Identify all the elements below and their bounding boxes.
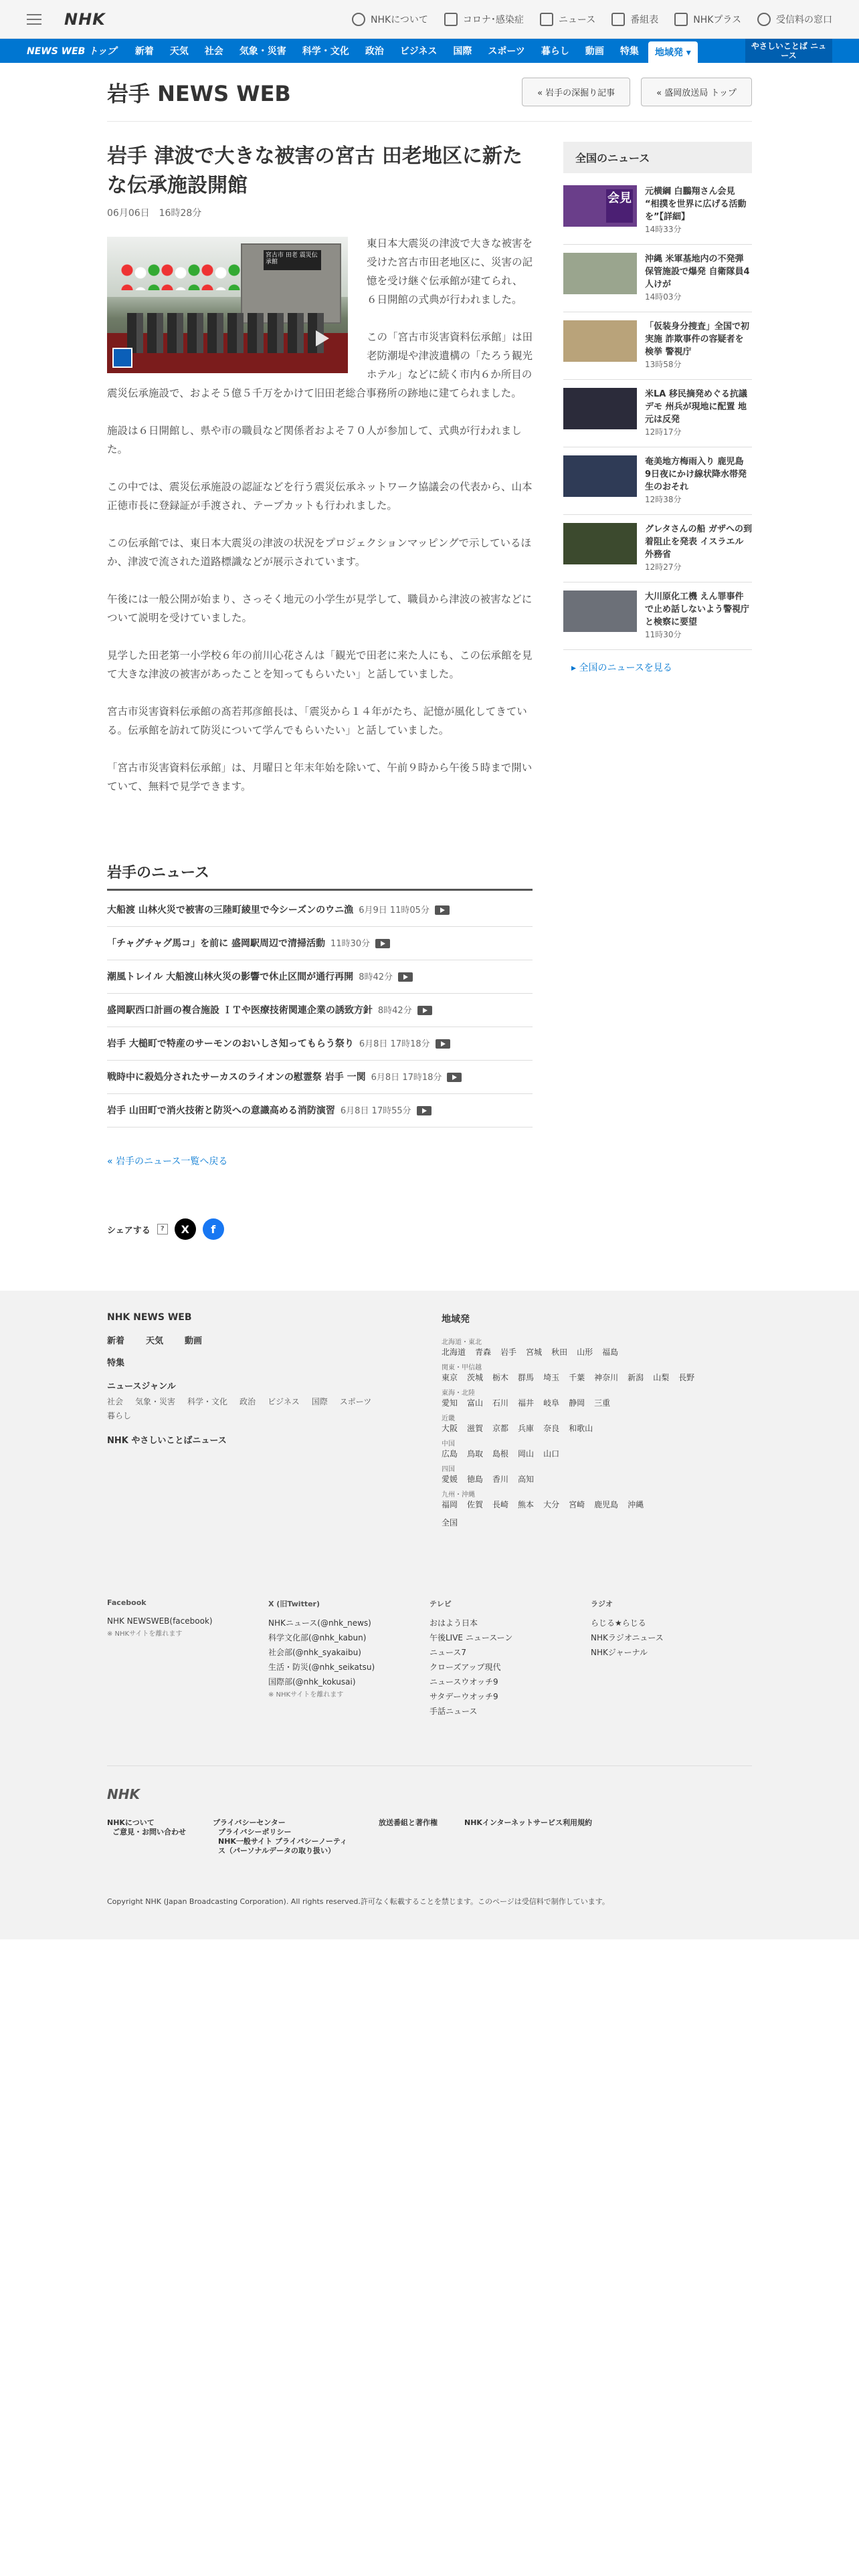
play-icon[interactable]: [316, 330, 329, 346]
footer-bottom-link[interactable]: NHKについて: [107, 1818, 155, 1827]
sidebar-news-time: 11時30分: [645, 630, 682, 639]
main-column: [107, 142, 533, 1253]
video-icon: [375, 939, 390, 948]
nav-yasashii-news[interactable]: やさしいことば ニュース: [745, 39, 832, 63]
prefecture-link[interactable]: 京都: [492, 1424, 509, 1433]
prefecture-link[interactable]: 北海道: [442, 1348, 466, 1357]
sidebar-news-title: グレタさんの船 ガザへの到着阻止を発表 イスラエル外務省: [645, 524, 753, 560]
region-name: 四国: [442, 1466, 455, 1473]
nav-item-international[interactable]: 国際: [453, 46, 472, 57]
news-thumbnail: [563, 388, 637, 429]
news-title: 岩手 山田町で消火技術と防災への意識高める消防演習: [107, 1105, 335, 1116]
all-national-news-link[interactable]: ▸ 全国のニュースを見る: [571, 663, 672, 673]
nav-item-science[interactable]: 科学・文化: [302, 46, 349, 57]
prefecture-link[interactable]: 千葉: [569, 1373, 585, 1382]
article-paragraph: 午後には一般公開が始まり、さっそく地元の小学生が見学して、職員から津波の被害などについて説明を受けていました。: [107, 593, 533, 624]
region-name: 北海道・東北: [442, 1339, 482, 1346]
footer-genre-heading: ニュースジャンル: [107, 1382, 176, 1392]
news-thumbnail: [563, 320, 637, 362]
sidebar-news-item[interactable]: [563, 312, 752, 380]
prefecture-link[interactable]: 岩手: [500, 1348, 517, 1357]
footer-genre-link[interactable]: 科学・文化: [187, 1397, 228, 1406]
nav-item-society[interactable]: 社会: [204, 46, 223, 57]
news-title: 「チャグチャグ馬コ」を前に 盛岡駅周辺で清掃活動: [107, 938, 326, 949]
sidebar-news-time: 12時27分: [645, 562, 682, 572]
news-icon: [540, 13, 553, 26]
sidebar-news-title: 元横綱 白鵬翔さん会見 “相撲を世界に広げる活動を”【詳細】: [645, 187, 747, 222]
prefecture-link[interactable]: 広島: [442, 1449, 458, 1459]
prefecture-link[interactable]: 愛媛: [442, 1475, 458, 1484]
sidebar-news-title: 「仮装身分捜査」全国で初実施 詐欺事件の容疑者を検挙 警視庁: [645, 322, 750, 357]
about-icon: [352, 13, 365, 26]
prefecture-link[interactable]: 山形: [577, 1348, 593, 1357]
news-date: 8時42分: [377, 1006, 412, 1016]
toplink-label: NHKプラス: [693, 15, 741, 25]
sidebar-news-title: 奄美地方梅雨入り 鹿児島 9日夜にかけ線状降水帯発生のおそれ: [645, 457, 747, 492]
prefecture-link[interactable]: 新潟: [628, 1373, 644, 1382]
sidebar-news-item[interactable]: [563, 582, 752, 650]
virus-icon: [444, 13, 458, 26]
nav-item-feature[interactable]: 特集: [619, 46, 639, 57]
sidebar-heading: 全国のニュース: [563, 142, 752, 173]
news-date: 6月8日 17時18分: [371, 1073, 442, 1083]
external-site-note: ※ NHKサイトを離れます: [107, 1630, 183, 1638]
building-sign: 宮古市 田老 震災伝承館: [264, 250, 321, 270]
toplink-label: NHKについて: [371, 15, 428, 25]
footer-genre-link[interactable]: 暮らし: [107, 1411, 132, 1420]
prefecture-link[interactable]: 山口: [543, 1449, 560, 1459]
footer-column-heading: テレビ: [430, 1600, 452, 1608]
prefecture-link[interactable]: 愛知: [442, 1398, 458, 1408]
news-thumbnail: [563, 591, 637, 632]
sidebar-news-time: 13時58分: [645, 360, 682, 369]
toplink-label: ニュース: [558, 15, 596, 25]
prefecture-link[interactable]: 宮崎: [569, 1500, 585, 1509]
plus-icon: [674, 13, 688, 26]
footer-genres: [107, 1396, 401, 1421]
nav-item-life[interactable]: 暮らし: [541, 46, 569, 57]
copyright: Copyright NHK (Japan Broadcasting Corporation). All rights reserved.許可なく転載することを禁じます。このページは受信料で制作しています。: [107, 1897, 609, 1906]
sidebar-news-list: [563, 177, 752, 650]
footer-bottom-link[interactable]: NHKインターネットサービス利用規約: [464, 1818, 592, 1827]
footer-link-column: [591, 1598, 752, 1719]
prefecture-link[interactable]: 福島: [602, 1348, 619, 1357]
list-item[interactable]: [107, 927, 533, 960]
sidebar-news-item[interactable]: [563, 245, 752, 312]
local-buttons: [522, 78, 752, 106]
prefecture-link[interactable]: 和歌山: [569, 1424, 593, 1433]
footer-link[interactable]: 科学文化部(@nhk_kabun): [268, 1633, 367, 1642]
top-bar: [0, 0, 859, 39]
prefecture-link[interactable]: 長崎: [492, 1500, 509, 1509]
footer-link[interactable]: クローズアップ現代: [430, 1662, 501, 1672]
article-paragraph: 東日本大震災の津波で大きな被害を受けた宮古市田老地区に、災害の記憶を受け継ぐ伝承館が建てられ、６日開館の式典が行われました。: [367, 237, 533, 306]
prefecture-link[interactable]: 鳥取: [467, 1449, 484, 1459]
news-title: 潮風トレイル 大船渡山林火災の影響で休止区間が通行再開: [107, 972, 354, 982]
nav-item-new[interactable]: 新着: [134, 46, 154, 57]
article-paragraph: 宮古市災害資料伝承館の髙若邦彦館長は、「震災から１４年がたち、記憶が風化してきている。伝承館を訪れて防災について学んでもらいたい」と話していました。: [107, 706, 527, 736]
iwate-news-heading: 岩手のニュース: [107, 861, 533, 891]
footer-link[interactable]: サタデーウオッチ9: [430, 1692, 498, 1701]
toplink-news[interactable]: [540, 13, 595, 26]
nav-item-video[interactable]: 動画: [585, 46, 604, 57]
region-name: 九州・沖縄: [442, 1491, 475, 1499]
share-bar: [107, 1218, 533, 1240]
footer-link[interactable]: 手話ニュース: [430, 1707, 478, 1716]
list-item[interactable]: [107, 893, 533, 927]
prefecture-link[interactable]: 山梨: [653, 1373, 670, 1382]
nav-item-sports[interactable]: スポーツ: [488, 46, 525, 57]
prefecture-link[interactable]: 沖縄: [628, 1500, 644, 1509]
article-paragraph: この「宮古市災害資料伝承館」は田老防潮堤や津波遺構の「たろう観光ホテル」などに続く市内６か所目の震災伝承施設で、およそ５億５千万をかけて旧田老総合事務所の跡地に建てられました。: [107, 331, 533, 399]
sidebar-news-title: 大川原化工機 えん罪事件で止め話しないよう警視庁と検察に要望: [645, 592, 750, 627]
news-thumbnail: [563, 455, 637, 497]
footer-link[interactable]: 社会部(@nhk_syakaibu): [268, 1648, 361, 1657]
footer-nhk-logo[interactable]: NHK: [107, 1786, 140, 1802]
prefecture-link[interactable]: 高知: [518, 1475, 535, 1484]
sidebar-news-item[interactable]: [563, 447, 752, 515]
footer-genre-link[interactable]: 気象・災害: [135, 1397, 176, 1406]
nav-item-weather[interactable]: 天気: [169, 46, 189, 57]
news-date: 6月9日 11時05分: [359, 905, 430, 916]
facebook-share-button[interactable]: f: [203, 1218, 224, 1240]
prefecture-link[interactable]: 茨城: [467, 1373, 484, 1382]
news-thumbnail: [563, 185, 637, 227]
prefecture-link[interactable]: 秋田: [551, 1348, 568, 1357]
prefecture-link[interactable]: 長野: [678, 1373, 695, 1382]
toplink-fee[interactable]: [757, 13, 832, 26]
prefecture-link[interactable]: 徳島: [467, 1475, 484, 1484]
prefecture-link[interactable]: 佐賀: [467, 1500, 484, 1509]
video-icon: [436, 1039, 450, 1049]
morioka-station-top-button[interactable]: « 盛岡放送局 トップ: [641, 78, 752, 106]
footer-link[interactable]: おはよう日本: [430, 1618, 478, 1628]
footer-bottom-links: [107, 1817, 752, 1856]
footer-regional-heading: 地域発: [442, 1314, 470, 1325]
footer-column-heading: Facebook: [107, 1598, 147, 1607]
prefecture-link[interactable]: 奈良: [543, 1424, 560, 1433]
footer-genre-link[interactable]: スポーツ: [339, 1397, 372, 1406]
prefecture-link[interactable]: 鹿児島: [594, 1500, 619, 1509]
video-icon: [435, 905, 450, 915]
footer-genre-link[interactable]: ビジネス: [268, 1397, 300, 1406]
list-item[interactable]: [107, 1061, 533, 1094]
news-date: 6月8日 17時18分: [359, 1039, 430, 1049]
nav-item-politics[interactable]: 政治: [365, 46, 384, 57]
local-header: [107, 63, 752, 122]
footer-news-web-heading[interactable]: NHK NEWS WEB: [107, 1312, 192, 1323]
sidebar-news-item[interactable]: [563, 380, 752, 447]
article-paragraph: 施設は６日開館し、県や市の職員など関係者およそ７０人が参加して、式典が行われました。: [107, 425, 522, 455]
video-icon: [417, 1106, 432, 1115]
toplink-about[interactable]: [352, 13, 428, 26]
sidebar-news-item[interactable]: [563, 515, 752, 582]
footer-yasashii-link[interactable]: NHK やさしいことばニュース: [107, 1436, 227, 1446]
footer-sns: [107, 1598, 752, 1719]
footer-regions: [442, 1336, 752, 1510]
footer-link[interactable]: 生活・防災(@nhk_seikatsu): [268, 1662, 375, 1672]
footer-zenkoku-link[interactable]: 全国: [442, 1518, 458, 1527]
news-thumbnail: [563, 523, 637, 564]
prefecture-link[interactable]: 三重: [594, 1398, 611, 1408]
prefecture-link[interactable]: 福岡: [442, 1500, 458, 1509]
list-item[interactable]: [107, 1094, 533, 1128]
footer-link-column: [430, 1598, 591, 1719]
footer-link[interactable]: 午後LIVE ニュースーン: [430, 1633, 513, 1642]
news-title: 盛岡駅西口計画の複合施設 ＩＴや医療技術関連企業の誘致方針: [107, 1005, 373, 1016]
toplink-label: コロナ･感染症: [462, 15, 524, 25]
article-paragraph: 「宮古市災害資料伝承館」は、月曜日と年末年始を除いて、午前９時から午後５時まで開いていて、無料で見学できます。: [107, 762, 533, 792]
nav-item-business[interactable]: ビジネス: [399, 46, 438, 57]
iwate-deep-dive-button[interactable]: « 岩手の深掘り記事: [522, 78, 630, 106]
region-name: 中国: [442, 1440, 455, 1448]
sidebar-news-title: 米LA 移民摘発めぐる抗議デモ 州兵が現地に配置 地元は反発: [645, 389, 747, 425]
prefecture-link[interactable]: 滋賀: [467, 1424, 484, 1433]
nhk-logo[interactable]: NHK: [64, 9, 106, 29]
prefecture-link[interactable]: 埼玉: [543, 1373, 560, 1382]
footer-link[interactable]: ニュースウオッチ9: [430, 1677, 498, 1687]
nav-news-web-top[interactable]: NEWS WEB トップ: [27, 46, 116, 57]
footer-bottom: [0, 1765, 859, 1941]
prefecture-link[interactable]: 大阪: [442, 1424, 458, 1433]
toplink-label: 番組表: [630, 15, 659, 25]
news-date: 8時42分: [359, 972, 393, 982]
footer-column-heading: X (旧Twitter): [268, 1600, 320, 1608]
footer-bottom-sublink[interactable]: プライバシーポリシー: [218, 1828, 292, 1836]
toplink-program-guide[interactable]: [611, 13, 658, 26]
sidebar-news-title: 沖縄 米軍基地内の不発弾保管施設で爆発 自衛隊員4人けが: [645, 254, 750, 290]
back-to-iwate-news-link[interactable]: « 岩手のニュース一覧へ戻る: [107, 1156, 228, 1167]
external-site-note: ※ NHKサイトを離れます: [268, 1691, 344, 1699]
menu-icon[interactable]: [27, 14, 41, 25]
footer-genre-link[interactable]: 政治: [240, 1397, 256, 1406]
prefecture-link[interactable]: 兵庫: [518, 1424, 535, 1433]
sidebar-news-time: 12時38分: [645, 495, 682, 504]
footer-link-weather[interactable]: 天気: [146, 1336, 164, 1346]
article-video-thumbnail[interactable]: [107, 237, 348, 373]
prefecture-link[interactable]: 石川: [492, 1398, 509, 1408]
program-guide-icon: [611, 13, 625, 26]
prefecture-link[interactable]: 神奈川: [594, 1373, 619, 1382]
fee-icon: [757, 13, 771, 26]
footer-link[interactable]: NHKニュース(@nhk_news): [268, 1618, 371, 1628]
news-date: 6月8日 17時55分: [340, 1106, 411, 1116]
prefecture-link[interactable]: 宮城: [526, 1348, 543, 1357]
footer-link-column: [107, 1598, 268, 1719]
video-icon: [447, 1073, 462, 1082]
footer-link-video[interactable]: 動画: [185, 1336, 203, 1346]
article-paragraph: この中では、震災伝承施設の認証などを行う震災伝承ネットワーク協議会の代表から、山本正徳市長に登録証が手渡され、テープカットも行われました。: [107, 481, 533, 512]
toplink-label: 受信料の窓口: [776, 15, 832, 25]
article-date: [107, 206, 533, 219]
article-paragraph: 見学した田老第一小学校６年の前川心花さんは「観光で田老に来た人にも、この伝承館を見て大きな津波の被害があったことを知ってもらいたい」と話していました。: [107, 649, 533, 680]
footer-column-heading: ラジオ: [591, 1600, 613, 1608]
toplink-corona[interactable]: [444, 13, 524, 26]
sidebar: [563, 142, 752, 1253]
article-title: 岩手 津波で大きな被害の宮古 田老地区に新たな伝承施設開館: [107, 144, 522, 197]
sidebar-news-item[interactable]: [563, 177, 752, 245]
footer-link[interactable]: 国際部(@nhk_kokusai): [268, 1677, 356, 1687]
region-name: 関東・甲信越: [442, 1364, 482, 1372]
prefecture-link[interactable]: 香川: [492, 1475, 509, 1484]
article-body: [107, 234, 533, 815]
footer-link-new[interactable]: 新着: [107, 1336, 125, 1346]
prefecture-link[interactable]: 栃木: [492, 1373, 509, 1382]
sidebar-news-time: 14時33分: [645, 225, 682, 234]
footer-news-web: [107, 1312, 401, 1457]
region-name: 東海・北陸: [442, 1390, 475, 1397]
prefecture-link[interactable]: 岐阜: [543, 1398, 560, 1408]
news-title: 岩手 大槌町で特産のサーモンのおいしさ知ってもらう祭り: [107, 1039, 354, 1049]
footer-link[interactable]: らじる★らじる: [591, 1618, 646, 1628]
footer-link[interactable]: NHK NEWSWEB(facebook): [107, 1616, 213, 1626]
news-title: 大船渡 山林火災で被害の三陸町綾里で今シーズンのウニ漁: [107, 905, 354, 916]
video-icon: [417, 1006, 432, 1015]
list-item[interactable]: [107, 994, 533, 1027]
local-title[interactable]: 岩手 NEWS WEB: [107, 80, 291, 106]
list-item[interactable]: [107, 960, 533, 994]
news-title: 戦時中に殺処分されたサーカスのライオンの慰霊祭 岩手 一関: [107, 1072, 366, 1083]
footer-bottom-sublink[interactable]: ご意見・お問い合わせ: [112, 1828, 186, 1836]
footer-link-feature[interactable]: 特集: [107, 1358, 125, 1368]
toplink-nhk-plus[interactable]: [674, 13, 741, 26]
x-share-button[interactable]: X: [175, 1218, 196, 1240]
nav-item-disaster[interactable]: 気象・災害: [239, 46, 286, 57]
prefecture-link[interactable]: 福井: [518, 1398, 535, 1408]
footer-link[interactable]: ニュース7: [430, 1648, 467, 1657]
thumbnail-caption: 会見: [606, 189, 633, 223]
footer-bottom-link[interactable]: 放送番組と著作権: [379, 1818, 438, 1827]
article-paragraph: この伝承館では、東日本大震災の津波の状況をプロジェクションマッピングで示しているほか、津波で流された道路標識などが展示されています。: [107, 537, 531, 568]
region-name: 近畿: [442, 1415, 455, 1422]
sidebar-news-time: 14時03分: [645, 292, 682, 302]
prefecture-link[interactable]: 岡山: [518, 1449, 535, 1459]
prefecture-link[interactable]: 大分: [543, 1500, 560, 1509]
article-date-day: 06月06日: [107, 208, 150, 219]
sidebar-news-time: 12時17分: [645, 427, 682, 437]
nav-item-regional[interactable]: 地域発 ▾: [648, 41, 698, 63]
prefecture-link[interactable]: 島根: [492, 1449, 509, 1459]
footer-bottom-sublink[interactable]: NHK一般サイト プライバシーノーティス（パーソナルデータの取り扱い）: [218, 1837, 348, 1855]
prefecture-link[interactable]: 群馬: [518, 1373, 535, 1382]
video-icon: [398, 972, 413, 982]
footer-link[interactable]: NHKラジオニュース: [591, 1633, 664, 1642]
footer-link-column: [268, 1598, 430, 1719]
prefecture-link[interactable]: 静岡: [569, 1398, 585, 1408]
footer-regional: [442, 1312, 752, 1528]
iwate-news-list: [107, 893, 533, 1128]
footer-genre-link[interactable]: 社会: [107, 1397, 124, 1406]
prefecture-link[interactable]: 東京: [442, 1373, 458, 1382]
footer-bottom-link[interactable]: プライバシーセンター: [213, 1818, 286, 1827]
article-date-time: 16時28分: [159, 208, 202, 219]
prefecture-link[interactable]: 富山: [467, 1398, 484, 1408]
list-item[interactable]: [107, 1027, 533, 1061]
help-icon[interactable]: ?: [157, 1224, 168, 1235]
news-date: 11時30分: [330, 939, 371, 949]
prefecture-link[interactable]: 青森: [475, 1348, 492, 1357]
footer-link[interactable]: NHKジャーナル: [591, 1648, 648, 1657]
top-links: [352, 0, 832, 39]
nhk-badge-icon: [112, 348, 132, 368]
global-nav: [0, 39, 859, 63]
footer-genre-link[interactable]: 国際: [311, 1397, 328, 1406]
prefecture-link[interactable]: 熊本: [518, 1500, 535, 1509]
share-label: シェアする: [107, 1225, 151, 1236]
news-thumbnail: [563, 253, 637, 294]
